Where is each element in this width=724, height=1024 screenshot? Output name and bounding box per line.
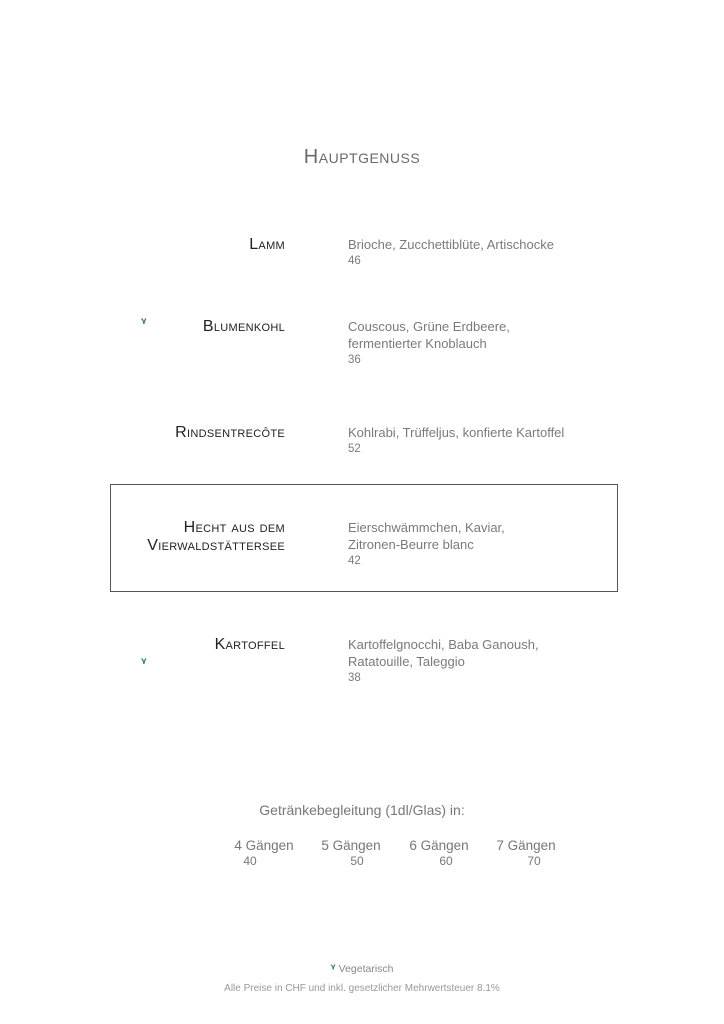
- dish-ingredients: Brioche, Zucchettiblüte, Artischocke: [348, 237, 554, 252]
- course-price: 60: [439, 854, 453, 868]
- dish-ingredients: Kartoffelgnocchi, Baba Ganoush, Ratatouille, Taleggio: [348, 637, 539, 669]
- drinks-pairing-title: Getränkebegleitung (1dl/Glas) in:: [259, 802, 465, 818]
- course-label: 4 Gängen: [234, 838, 294, 853]
- legend: [0, 961, 724, 975]
- dish-name: Rindsentrecôte: [175, 424, 285, 441]
- dish-price: 52: [348, 443, 361, 455]
- dish-ingredients: Kohlrabi, Trüffeljus, konfierte Kartoffel: [348, 425, 565, 440]
- dish-ingredients: Couscous, Grüne Erdbeere, fermentierter Knoblauch: [348, 319, 510, 351]
- dish-description: [348, 519, 618, 569]
- dish-price: 38: [348, 672, 361, 684]
- drinks-course-7: [481, 838, 571, 868]
- vegetarian-icon: ᵞ: [141, 656, 147, 671]
- dish-description: [348, 636, 618, 686]
- legend-label: Vegetarisch: [338, 963, 394, 975]
- drinks-course-4: [219, 838, 309, 868]
- course-price: 70: [527, 854, 541, 868]
- dish-price: 42: [348, 555, 361, 567]
- dish-name: Lamm: [249, 236, 285, 253]
- dish-description: [348, 236, 618, 269]
- course-label: 5 Gängen: [321, 838, 381, 853]
- vegetarian-icon: ᵞ: [141, 316, 147, 331]
- dish-name: Blumenkohl: [202, 318, 285, 335]
- dish-price: 46: [348, 255, 361, 267]
- drinks-course-6: [394, 838, 484, 868]
- vegetarian-icon: ᵞ: [330, 961, 336, 975]
- price-footnote: Alle Preise in CHF und inkl. gesetzlicher Mehrwertsteuer 8.1%: [224, 983, 500, 994]
- course-price: 50: [350, 854, 364, 868]
- course-label: 7 Gängen: [496, 838, 556, 853]
- dish-name-line1: Hecht aus dem: [183, 519, 285, 536]
- dish-name: [147, 519, 285, 555]
- dish-description: [348, 318, 618, 368]
- course-price: 40: [243, 854, 257, 868]
- dish-price: 36: [348, 354, 361, 366]
- dish-description: [348, 424, 618, 457]
- page-title: Hauptgenuss: [303, 146, 421, 168]
- dish-name: Kartoffel: [214, 636, 285, 653]
- dish-name-line2: Vierwaldstättersee: [147, 537, 285, 554]
- dish-ingredients: Eierschwämmchen, Kaviar, Zitronen-Beurre blanc: [348, 520, 505, 552]
- course-label: 6 Gängen: [409, 838, 469, 853]
- drinks-course-5: [306, 838, 396, 868]
